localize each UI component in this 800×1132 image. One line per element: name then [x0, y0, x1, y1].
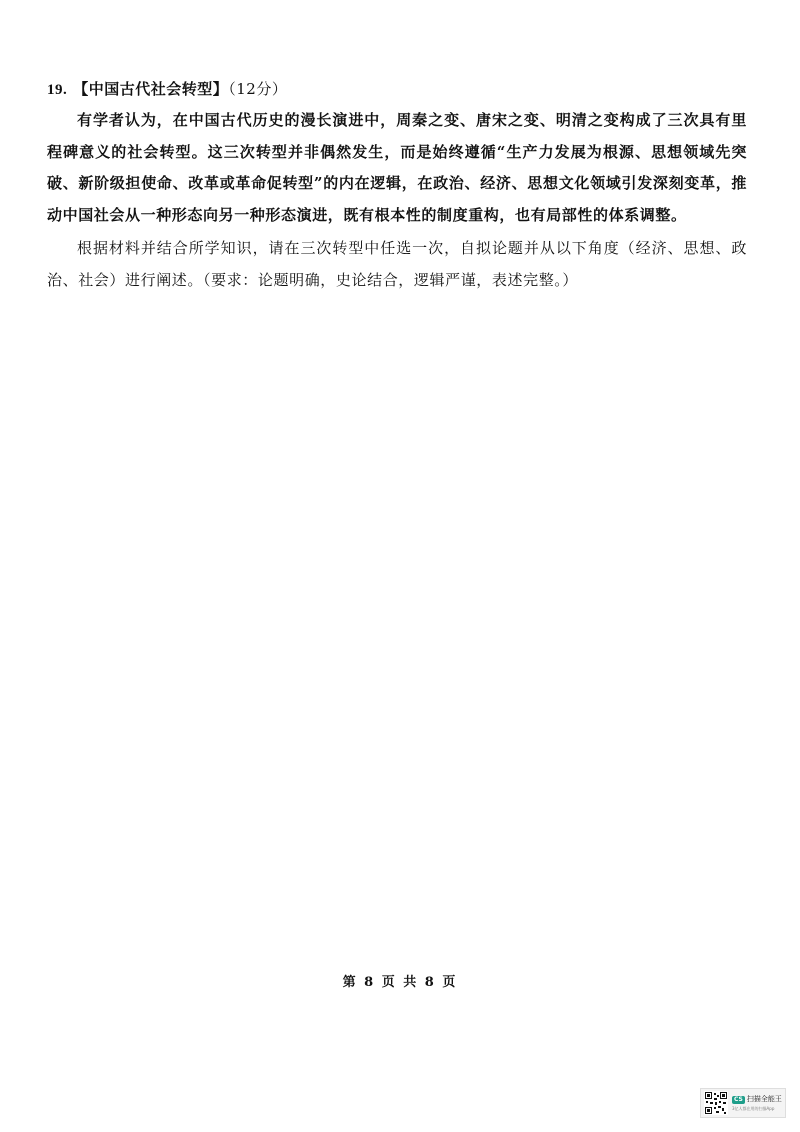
question-score: （12分）	[228, 80, 288, 98]
scanner-badge-title: 扫描全能王	[746, 1095, 782, 1103]
scanner-badge-text	[732, 1096, 782, 1111]
qr-code-icon	[704, 1091, 728, 1115]
question-prompt: 根据材料并结合所学知识，请在三次转型中任选一次，自拟论题并从以下角度（经济、思想、政治、社会）进行阐述。（要求：论题明确，史论结合，逻辑严谨，表述完整。）	[47, 239, 747, 289]
page-footer: 第 8 页 共 8 页	[342, 975, 458, 990]
scanner-watermark	[700, 1088, 786, 1118]
question-number: 19.	[47, 82, 68, 98]
question-title: 【中国古代社会转型】	[73, 80, 229, 98]
question-material: 有学者认为，在中国古代历史的漫长演进中，周秦之变、唐宋之变、明清之变构成了三次具有里程碑意义的社会转型。这三次转型并非偶然发生，而是始终遵循“生产力发展为根源、思想领域先突破、新阶级担使命、改革或革命促转型”的内在逻辑，在政治、经济、思想文化领域引发深刻变革，推动中国社会从一种形态向另一种形态演进，既有根本性的制度重构，也有局部性的体系调整。	[47, 111, 747, 224]
scanner-badge-subtitle: 3亿人都在用的扫描App	[732, 1105, 775, 1111]
camscanner-logo-icon: CS	[734, 1095, 743, 1103]
question-header	[47, 76, 747, 103]
question-19	[47, 76, 747, 296]
